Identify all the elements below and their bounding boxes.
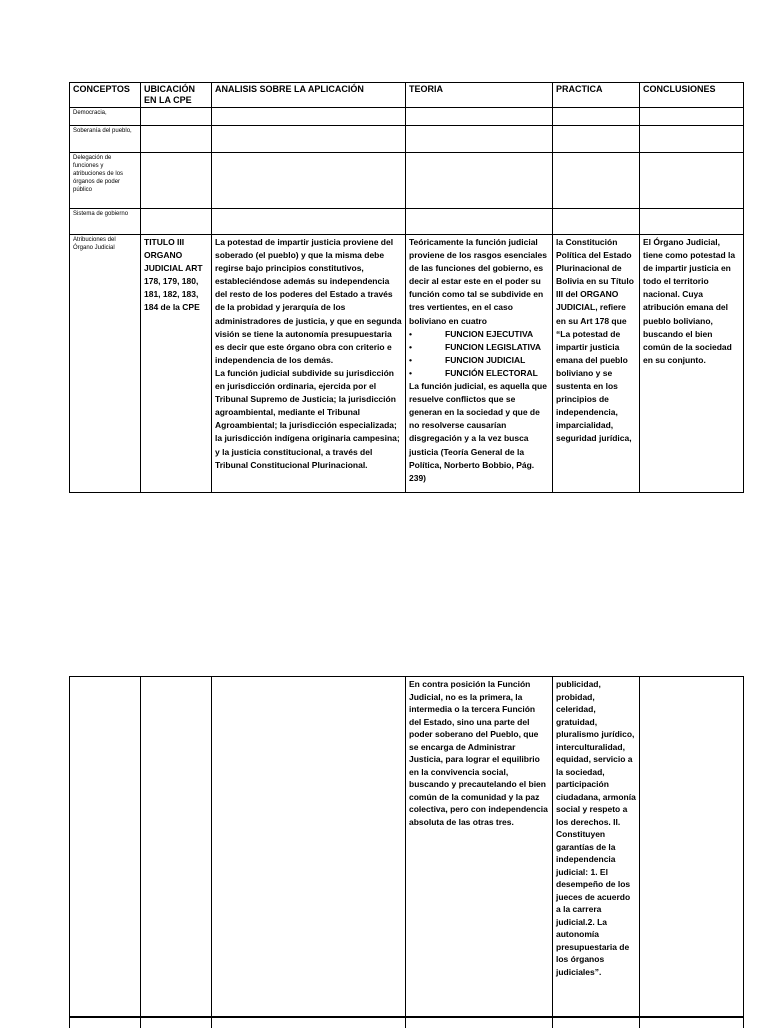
header-teoria: TEORIA (406, 83, 553, 108)
analysis-table-continued (69, 676, 744, 1017)
funciones-list (409, 328, 549, 380)
empty-cell (640, 153, 744, 209)
concepto-cell: Democracia, (70, 108, 141, 126)
list-item (409, 367, 549, 380)
concepto-cell: Sistema de gobierno (70, 209, 141, 235)
list-item-label: FUNCIÓN ELECTORAL (445, 367, 538, 378)
table-row (70, 235, 744, 493)
teoria-outro: La función judicial, es aquella que resuelve conflictos que se generan en la sociedad y que de no resolverse causarían disgregación y a la vez busca justicia (Teoría General de la Política, Norberto Bobbio, Pág. 239) (409, 381, 547, 483)
next-row-edge (69, 1017, 744, 1028)
teoria-cell (406, 235, 553, 493)
empty-cell (70, 677, 141, 1017)
table-header-row (70, 83, 744, 108)
bullet: • (409, 328, 412, 339)
empty-cell (212, 677, 406, 1017)
empty-cell (553, 108, 640, 126)
concepto-cell: Delegación de funciones y atribuciones de los órganos de poder público (70, 153, 141, 209)
empty-cell (640, 126, 744, 153)
header-analisis: ANALISIS SOBRE LA APLICACIÓN (212, 83, 406, 108)
bullet: • (409, 341, 412, 352)
empty-cell (640, 209, 744, 235)
list-item (409, 328, 549, 341)
ubicacion-cell: TITULO III ORGANO JUDICIAL ART 178, 179, 180, 181, 182, 183, 184 de la CPE (141, 235, 212, 493)
list-item-label: FUNCION LEGISLATIVA (445, 341, 542, 352)
header-conceptos: CONCEPTOS (70, 83, 141, 108)
empty-cell (212, 153, 406, 209)
header-conclusiones: CONCLUSIONES (640, 83, 744, 108)
empty-cell (553, 209, 640, 235)
table-row (70, 209, 744, 235)
empty-cell (212, 209, 406, 235)
concepto-cell: Soberanía del pueblo, (70, 126, 141, 153)
empty-cell (406, 209, 553, 235)
practica-cell: publicidad, probidad, celeridad, gratuidad, pluralismo jurídico, interculturalidad, equidad, servicio a la sociedad, participación ciudadana, armonía social y respeto a los derechos. II. Constituyen garantías de la independencia judicial: 1. El desempeño de los jueces de acuerdo a la carrera judicial.2. La autonomía presupuestaria de los órganos judiciales”. (553, 677, 640, 1017)
header-practica: PRACTICA (553, 83, 640, 108)
analysis-table (69, 82, 744, 493)
list-item-label: FUNCION EJECUTIVA (445, 328, 534, 339)
bullet: • (409, 367, 412, 378)
analisis-cell (212, 235, 406, 493)
empty-cell (406, 153, 553, 209)
page-separator (0, 640, 768, 648)
empty-cell (141, 126, 212, 153)
list-item-label: FUNCION JUDICIAL (445, 354, 526, 365)
empty-cell (406, 108, 553, 126)
empty-cell (640, 108, 744, 126)
list-item (409, 354, 549, 367)
table-row (70, 126, 744, 153)
empty-cell (406, 126, 553, 153)
empty-cell (553, 153, 640, 209)
header-ubicacion: UBICACIÓN EN LA CPE (141, 83, 212, 108)
cell-edge (70, 1018, 744, 1028)
analisis-paragraph: La potestad de impartir justicia proviene del soberado (el pueblo) y que la misma debe regirse bajo principios constitutivos, estableciéndose además su independencia del resto de los poderes del Estado a través de la probidad y jerarquía de los administradores de justicia, y que en segunda visión se tiene la autonomía presupuestaria es decir que este órgano obra con criterio e independencia de los demás. (215, 237, 402, 365)
empty-cell (141, 209, 212, 235)
empty-cell (141, 108, 212, 126)
list-item (409, 341, 549, 354)
practica-cell: la Constitución Política del Estado Plurinacional de Bolivia en su Título III del ORGANO JUDICIAL, refiere en su Art 178 que “La potestad de impartir justicia emana del pueblo boliviano y se sustenta en los principios de independencia, imparcialidad, seguridad jurídica, (553, 235, 640, 493)
empty-cell (212, 126, 406, 153)
table-row (70, 153, 744, 209)
concepto-cell: Atribuciones del Órgano Judicial (70, 235, 141, 493)
bullet: • (409, 354, 412, 365)
conclusiones-cell: El Órgano Judicial, tiene como potestad la de impartir justicia en todo el territorio nacional. Cuya atribución emana del pueblo boliviano, buscando el bien común de la sociedad en su conjunto. (640, 235, 744, 493)
empty-cell (212, 108, 406, 126)
empty-cell (141, 677, 212, 1017)
teoria-intro: Teóricamente la función judicial proviene de los rasgos esenciales de las funciones del gobierno, es decir al estar este en el poder su función como tal se subdivide en tres vertientes, en el caso boliviano en cuatro (409, 237, 547, 326)
empty-cell (553, 126, 640, 153)
table-row (70, 108, 744, 126)
analisis-paragraph: La función judicial subdivide su jurisdicción en jurisdicción ordinaria, ejercida por el Tribunal Supremo de Justicia; la jurisdicción agroambiental, mediante el Tribunal Agroambiental; la jurisdicción especializada; la jurisdicción indígena originaria campesina; y la justicia constitucional, a través del Tribunal Constitucional Plurinacional. (215, 367, 400, 470)
teoria-cell: En contra posición la Función Judicial, no es la primera, la intermedia o la tercera Función del Estado, sino una parte del poder soberano del Pueblo, que se encarga de Administrar Justicia, para lograr el equilibrio en la convivencia social, buscando y precautelando el bien común de la comunidad y la paz colectiva, pero con independencia absoluta de las otras tres. (406, 677, 553, 1017)
table-row (70, 677, 744, 1017)
empty-cell (141, 153, 212, 209)
empty-cell (640, 677, 744, 1017)
